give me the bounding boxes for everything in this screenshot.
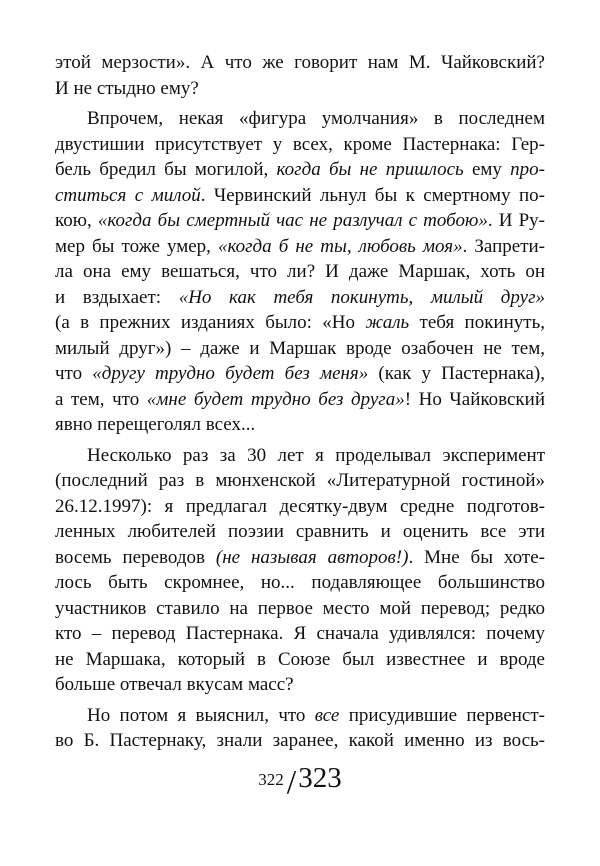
text-line [55, 183, 545, 209]
text-span: больше отвечал вкусам масс? [55, 674, 294, 695]
text-span: участников ставило на первое место мой перевод; редко [55, 597, 545, 619]
text-line [55, 336, 545, 362]
page-number-separator: / [286, 764, 297, 801]
text-line [55, 361, 545, 387]
text-span: кою, [55, 210, 98, 231]
text-span: кто – перевод Пастернака. Я сначала удивлялся: почему [55, 623, 545, 644]
text-line [55, 157, 545, 183]
text-span: мер бы тоже умер, [55, 235, 218, 257]
text-span: . Запрети- [462, 235, 545, 257]
text-line [55, 545, 545, 571]
text-span: И не стыдно ему? [55, 77, 199, 99]
text-span: присудившие первенст- [339, 704, 545, 726]
paragraph-3 [55, 443, 545, 698]
text-line [55, 106, 545, 132]
text-span: явно перещеголял всех... [55, 414, 256, 435]
page-body [55, 50, 545, 754]
text-span: ленных любителей поэзии сравнить и оценить все эти [55, 521, 545, 542]
text-span: Несколько раз за 30 лет я проделывал эксперимент [87, 444, 545, 466]
text-span: Впрочем, некая «фигура умолчания» в последнем [87, 108, 545, 129]
text-span: этой мерзости». А что же говорит нам М. Чайковский? [55, 52, 545, 73]
italic-span: про- [510, 159, 545, 180]
text-span: . И Ру- [487, 210, 545, 231]
text-span: ла она ему вешаться, что ли? И даже Маршак, хоть он [55, 261, 545, 282]
text-line [55, 132, 545, 158]
text-span: не Маршака, который в Союзе был известнее и вроде [55, 648, 545, 670]
text-span: и вздыхает: [55, 286, 179, 308]
text-line [55, 208, 545, 234]
italic-span: все [314, 704, 340, 726]
text-line [55, 570, 545, 596]
text-line [55, 596, 545, 622]
text-line [55, 647, 545, 673]
text-line [55, 443, 545, 469]
italic-span: ститься с милой [55, 184, 201, 206]
text-line [55, 76, 545, 102]
text-line [55, 494, 545, 520]
text-line [55, 285, 545, 311]
italic-span: «мне будет трудно без друга» [146, 388, 405, 410]
text-span: ! Но Чайковский [404, 388, 545, 410]
italic-span: (не называя авторов!) [215, 546, 409, 568]
text-span: Но потом я выяснил, что [87, 704, 315, 726]
paragraph-2 [55, 106, 545, 438]
text-span: . Червинский льнул бы к смертному по- [200, 184, 545, 206]
text-line [55, 468, 545, 494]
page-number-left: 322 [258, 770, 284, 789]
italic-span: «другу трудно будет без меня» [92, 363, 369, 384]
text-line [55, 728, 545, 754]
italic-span: когда бы не пришлось [276, 159, 464, 180]
text-span: что [55, 363, 93, 384]
text-span: ему [463, 159, 511, 180]
text-span: бель бредил бы могилой, [55, 159, 277, 180]
italic-span: «Но как тебя покинуть, милый друг» [178, 286, 545, 308]
text-line [55, 519, 545, 545]
page-numbers [0, 762, 600, 802]
text-line [55, 234, 545, 260]
text-line [55, 672, 545, 698]
text-line [55, 703, 545, 729]
italic-span: «когда б не ты, любовь моя» [217, 235, 463, 257]
italic-span: жаль [365, 312, 410, 333]
text-line [55, 310, 545, 336]
text-span: а тем, что [55, 388, 147, 410]
text-span: 26.12.1997): я предлагал десятку-двум средне подготов- [55, 495, 545, 517]
text-span: . Мне бы хоте- [408, 546, 545, 568]
text-span: двустишии присутствует у всех, кроме Пастернака: Гер- [55, 133, 545, 155]
text-span: (а в прежних изданиях было: «Но [55, 312, 366, 333]
text-line [55, 621, 545, 647]
page-number-right: 323 [298, 762, 342, 794]
text-span: (последний раз в мюнхенской «Литературной гостиной» [55, 470, 545, 491]
text-line [55, 50, 545, 76]
italic-span: «когда бы смертный час не разлучал с тобою» [97, 210, 488, 231]
paragraph-4 [55, 703, 545, 754]
text-span: во Б. Пастернаку, знали заранее, какой именно из вось- [55, 730, 545, 751]
text-line [55, 259, 545, 285]
text-span: милый друг») – даже и Маршак вроде озабочен не тем, [55, 337, 545, 359]
text-span: тебя покинуть, [409, 312, 546, 333]
text-span: (как у Пастернака), [368, 363, 546, 384]
text-span: лось быть скромнее, но... подавляющее большинство [55, 572, 545, 593]
text-line [55, 412, 545, 438]
paragraph-1 [55, 50, 545, 101]
text-span: восемь переводов [55, 546, 216, 568]
text-line [55, 387, 545, 413]
